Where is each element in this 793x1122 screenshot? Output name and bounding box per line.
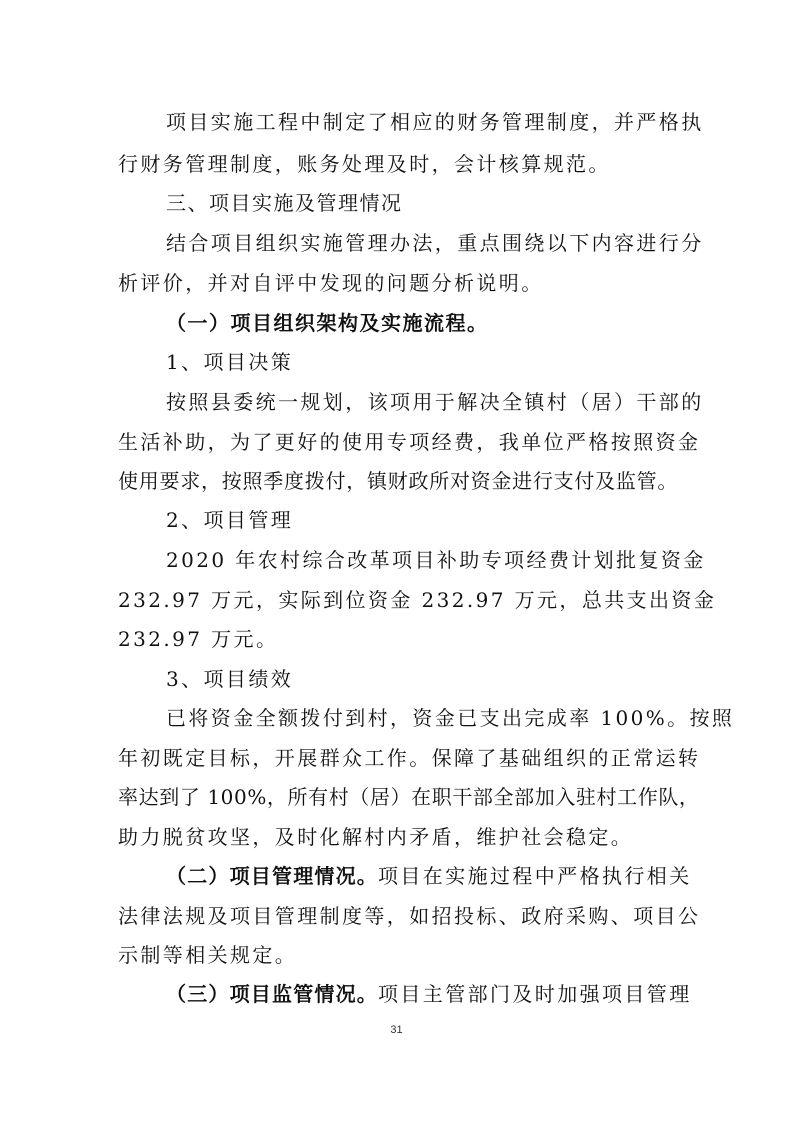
paragraph-text: 项目主管部门及时加强项目管理 bbox=[378, 982, 692, 1006]
subsection-heading-inline: （二）项目管理情况。 bbox=[166, 864, 378, 888]
paragraph-line: 已将资金全额拨付到村，资金已支出完成率 100%。按照 bbox=[166, 706, 735, 730]
paragraph-line: 项目实施工程中制定了相应的财务管理制度，并严格执 bbox=[166, 110, 704, 134]
paragraph-line: 年初既定目标，开展群众工作。保障了基础组织的正常运转 bbox=[118, 746, 701, 770]
paragraph-line: 按照县委统一规划，该项用于解决全镇村（居）干部的 bbox=[166, 390, 704, 414]
item-title: 3、项目绩效 bbox=[166, 667, 294, 691]
paragraph-line bbox=[166, 861, 692, 891]
paragraph-text: 项目在实施过程中严格执行相关 bbox=[378, 864, 692, 888]
subsection-heading: （一）项目组织架构及实施流程。 bbox=[166, 311, 489, 335]
paragraph-line: 析评价，并对自评中发现的问题分析说明。 bbox=[118, 271, 544, 295]
paragraph-line: 232.97 万元。 bbox=[118, 627, 279, 651]
paragraph-line: 232.97 万元，实际到位资金 232.97 万元，总共支出资金 bbox=[118, 588, 717, 612]
paragraph-line: 使用要求，按照季度拨付，镇财政所对资金进行支付及监管。 bbox=[118, 469, 678, 493]
item-title: 1、项目决策 bbox=[166, 350, 294, 374]
paragraph-line: 生活补助，为了更好的使用专项经费，我单位严格按照资金 bbox=[118, 430, 701, 454]
paragraph-line: 率达到了 100%，所有村（居）在职干部全部加入驻村工作队， bbox=[118, 785, 700, 809]
paragraph-line: 行财务管理制度，账务处理及时，会计核算规范。 bbox=[118, 152, 611, 176]
paragraph-line: 法律法规及项目管理制度等，如招投标、政府采购、项目公 bbox=[118, 904, 701, 928]
section-heading: 三、项目实施及管理情况 bbox=[166, 191, 403, 215]
paragraph-line bbox=[166, 979, 692, 1009]
subsection-heading-inline: （三）项目监管情况。 bbox=[166, 982, 378, 1006]
paragraph-line: 2020 年农村综合改革项目补助专项经费计划批复资金 bbox=[166, 548, 706, 572]
paragraph-line: 助力脱贫攻坚，及时化解村内矛盾，维护社会稳定。 bbox=[118, 825, 634, 849]
page-number: 31 bbox=[390, 1024, 403, 1036]
paragraph-line: 结合项目组织实施管理办法，重点围绕以下内容进行分 bbox=[166, 231, 704, 255]
item-title: 2、项目管理 bbox=[166, 508, 294, 532]
paragraph-line: 示制等相关规定。 bbox=[118, 943, 298, 967]
